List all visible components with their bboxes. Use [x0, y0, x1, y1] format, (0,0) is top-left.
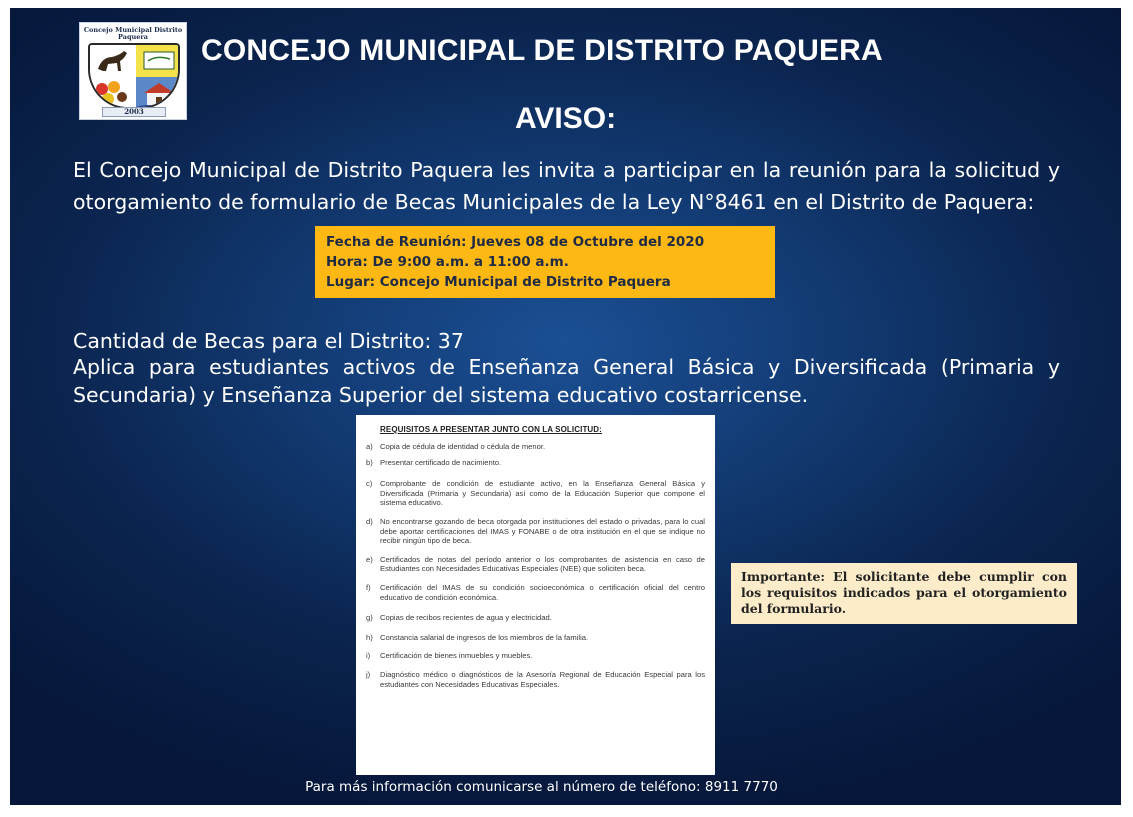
requirement-item	[366, 458, 705, 468]
requirement-letter: b)	[366, 457, 373, 467]
important-note: Importante: El solicitante debe cumplir con los requisitos indicados para el otorgamiento del formulario.	[731, 563, 1077, 624]
requirement-item	[366, 479, 705, 508]
requirement-letter: d)	[366, 516, 373, 526]
logo-year: 2003	[102, 107, 166, 117]
eligibility-text: Aplica para estudiantes activos de Enseñanza General Básica y Diversificada (Primaria y Secundaria) y Enseñanza Superior del sistema educativo costarricense.	[73, 355, 1060, 407]
requirement-text: Presentar certificado de nacimiento.	[380, 457, 502, 467]
meeting-place: Lugar: Concejo Municipal de Distrito Paquera	[326, 274, 671, 290]
requirement-letter: i)	[366, 651, 371, 661]
requirement-item	[366, 583, 705, 602]
poster	[10, 8, 1121, 805]
requirement-letter: h)	[366, 632, 373, 642]
meeting-info-box	[315, 226, 775, 298]
intro-paragraph: El Concejo Municipal de Distrito Paquera les invita a participar en la reunión para la solicitud y otorgamiento de formulario de Becas Municipales de la Ley N°8461 en el Distrito de Paquera:	[73, 158, 1060, 214]
requirement-text: Constancia salarial de ingresos de los miembros de la familia.	[380, 632, 589, 642]
requirement-letter: a)	[366, 442, 373, 451]
requirement-text: Certificación del IMAS de su condición socioeconómica o certificación oficial del centro educativo de condición económica.	[380, 582, 705, 602]
meeting-time: Hora: De 9:00 a.m. a 11:00 a.m.	[326, 254, 569, 270]
requirement-item	[366, 651, 705, 661]
requirement-text: Comprobante de condición de estudiante activo, en la Enseñanza General Básica y Diversificada (Primaria y Secundaria) así como de la Educación Superior que compone el sistema educativo.	[380, 479, 705, 508]
logo-top-text: Concejo Municipal Distrito Paquera	[83, 26, 183, 41]
meeting-date: Fecha de Reunión: Jueves 08 de Octubre del 2020	[326, 234, 705, 250]
requirement-letter: g)	[366, 613, 373, 623]
requirement-item	[366, 442, 705, 452]
requirement-item	[366, 555, 705, 574]
requirement-item	[366, 633, 705, 643]
requirement-letter: j)	[366, 669, 371, 679]
logo-quadrant-tr	[136, 45, 180, 77]
logo-shield	[88, 43, 180, 109]
requirements-list	[366, 442, 705, 689]
requirement-item	[366, 613, 705, 623]
requirement-text: Copias de recibos recientes de agua y electricidad.	[380, 613, 552, 623]
scholarship-quantity: Cantidad de Becas para el Distrito: 37	[73, 329, 464, 353]
requirement-item	[366, 670, 705, 689]
contact-footer: Para más información comunicarse al número de teléfono: 8911 7770	[305, 779, 778, 795]
requirement-letter: e)	[366, 554, 373, 564]
logo-quadrant-tl	[90, 45, 136, 77]
requirement-text: No encontrarse gozando de beca otorgada por instituciones del estado o privadas, para lo cual debe aportar certificaciones del IMAS y FONABE o de otra institución en el que se indique no recibir ningún tipo de beca.	[380, 516, 705, 546]
requirement-letter: c)	[366, 479, 373, 489]
organization-title: CONCEJO MUNICIPAL DE DISTRITO PAQUERA	[201, 34, 883, 67]
requirement-text: Copia de cédula de identidad o cédula de menor.	[380, 442, 546, 451]
notice-heading: AVISO:	[514, 102, 617, 135]
requirement-text: Certificación de bienes inmuebles y muebles.	[380, 651, 533, 661]
requirements-title: REQUISITOS A PRESENTAR JUNTO CON LA SOLICITUD:	[380, 425, 602, 434]
stamp-icon	[136, 45, 180, 77]
requirement-letter: f)	[366, 582, 371, 592]
horse-icon	[90, 45, 136, 77]
requirement-text: Diagnóstico médico o diagnósticos de la Asesoría Regional de Educación Especial para los estudiantes con Necesidades Educativas Especiales.	[380, 669, 705, 689]
requirements-document	[356, 415, 715, 775]
requirement-text: Certificados de notas del período anterior o los comprobantes de asistencia en caso de Estudiantes con Necesidades Educativas Especiales (NEE) que soliciten beca.	[380, 554, 705, 574]
requirement-item	[366, 517, 705, 546]
